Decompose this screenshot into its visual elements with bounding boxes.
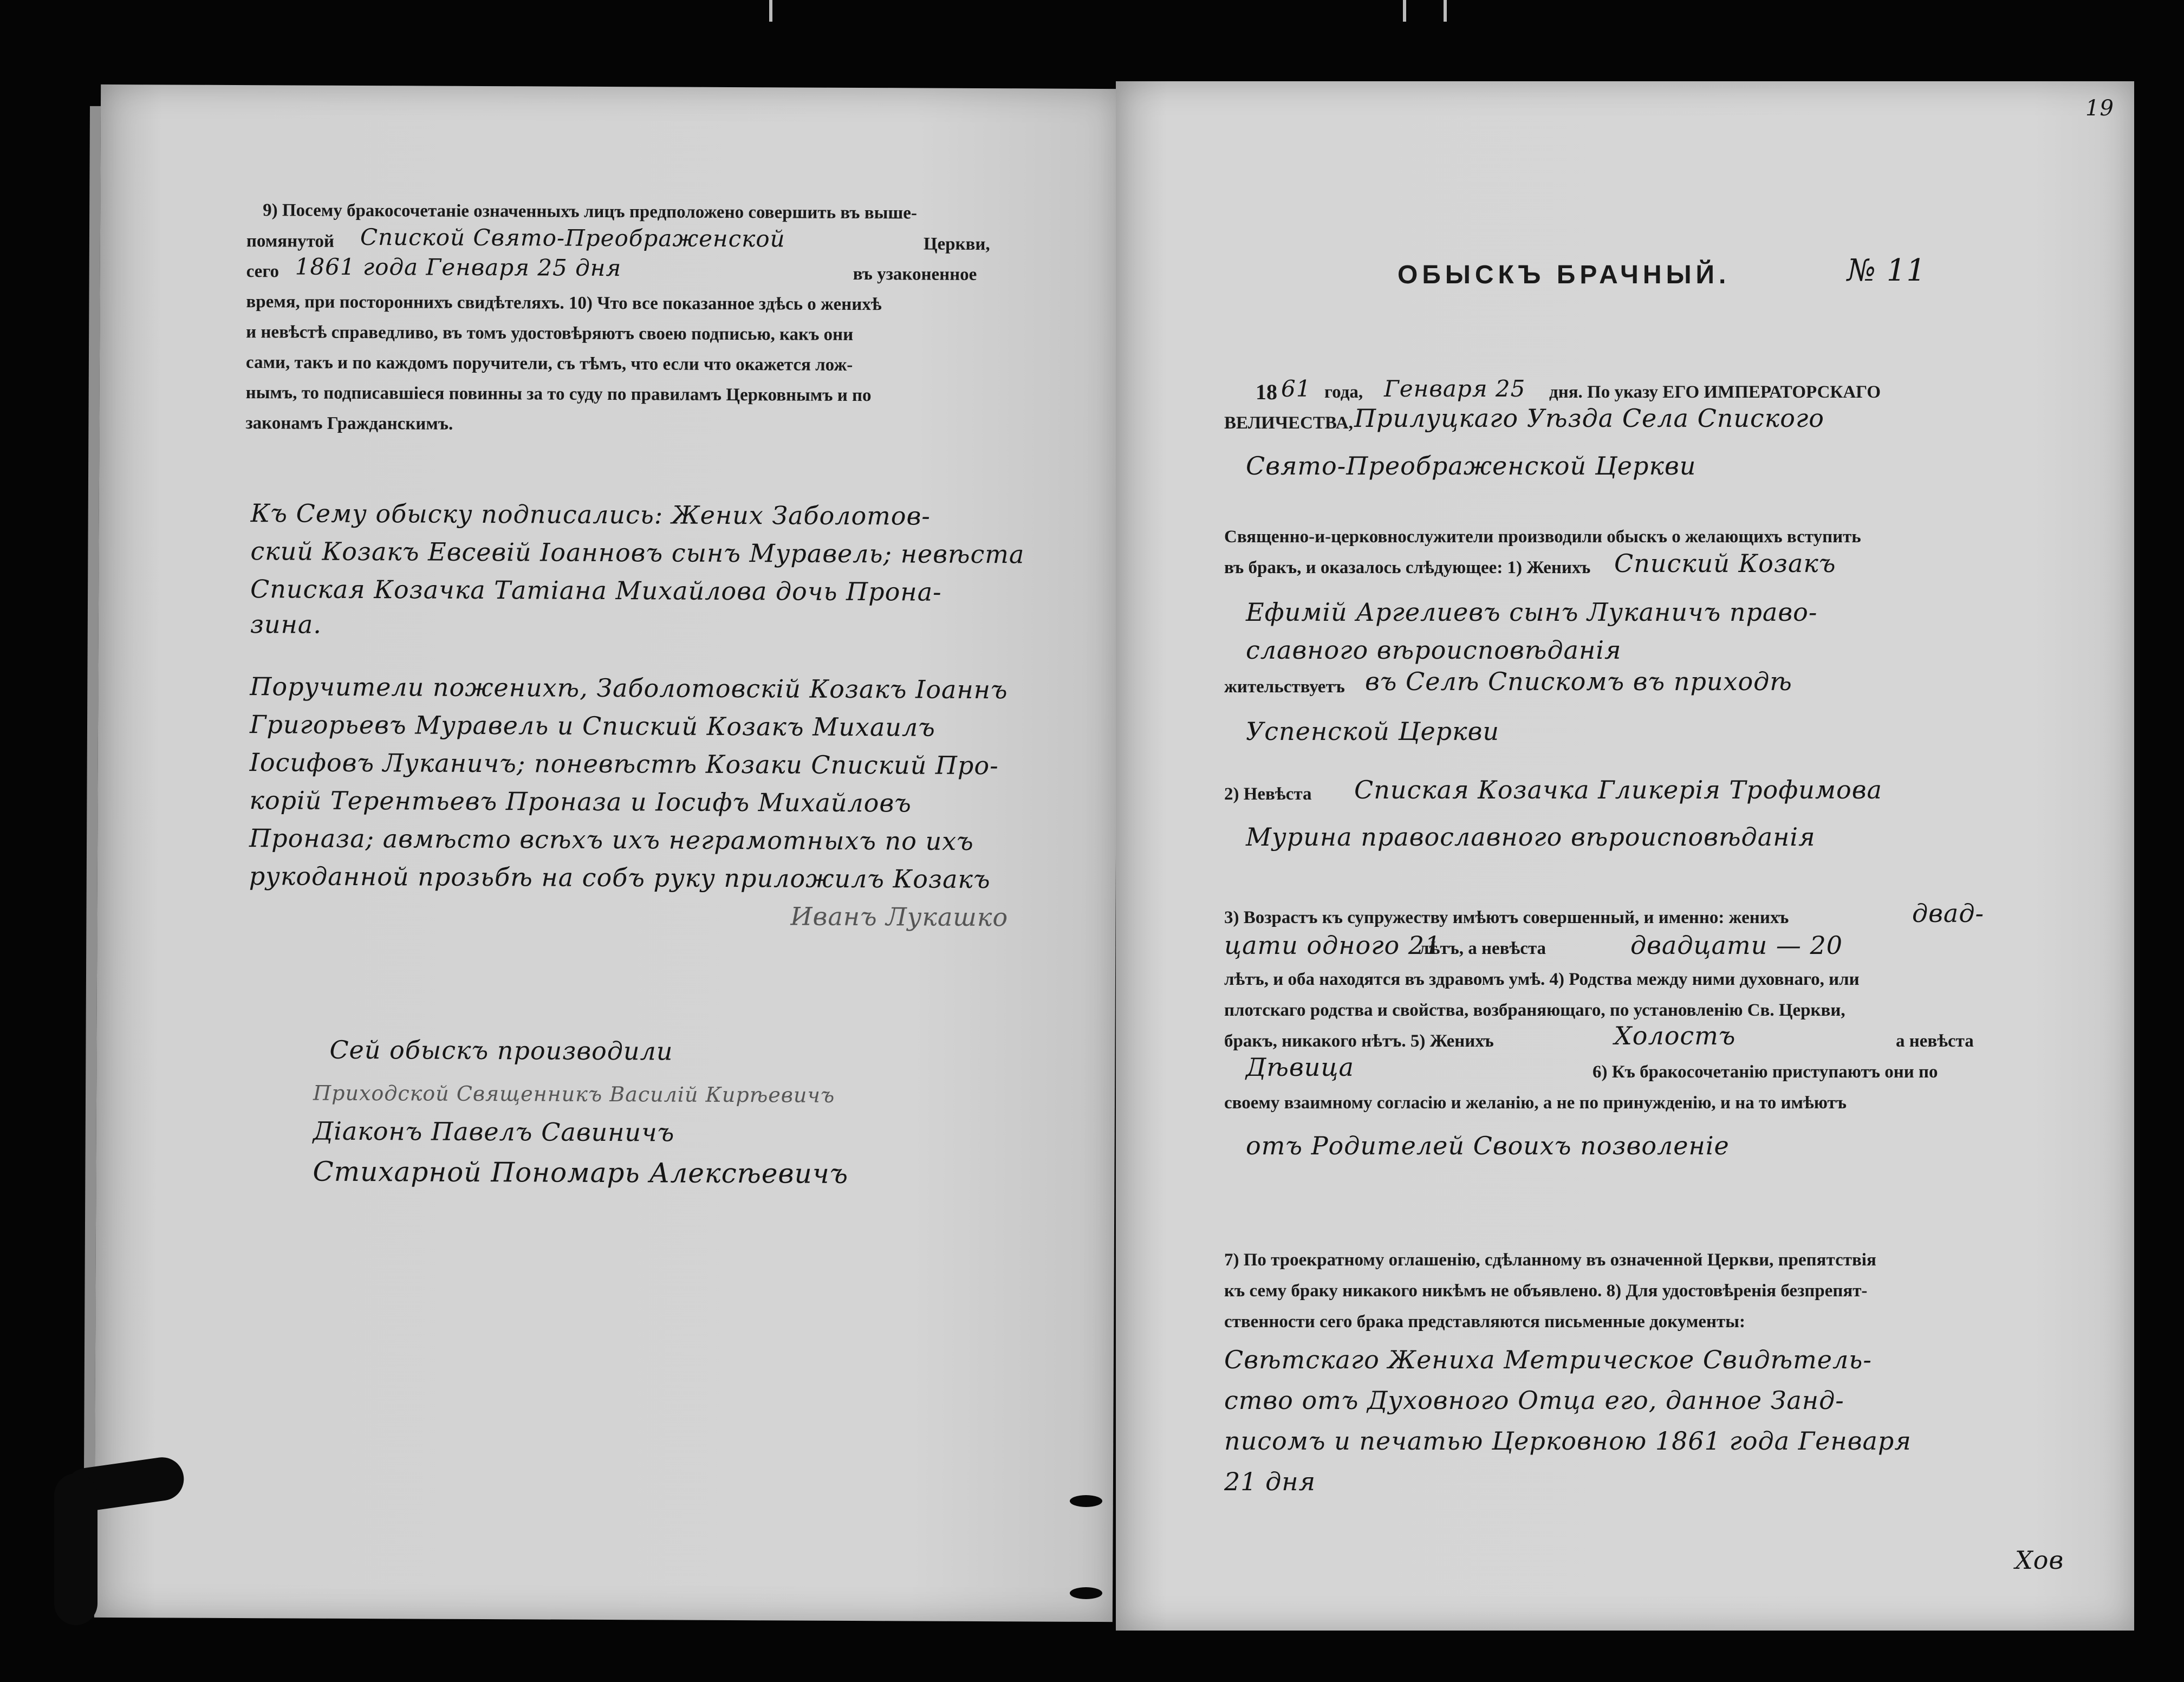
handwritten-church: Свято-Преображенской Церкви [1246, 451, 1696, 480]
left-page [94, 85, 1119, 1622]
printed-text: лѣтъ, и оба находятся въ здравомъ умѣ. 4) Родства между ними духовнаго, или [1224, 970, 1860, 989]
printed-line: въ узаконенное [853, 264, 977, 284]
handwritten-groom: Ефимій Аргелиевъ сынъ Луканичъ право- [1246, 598, 1818, 627]
handwritten-signatures-line: Къ Сему обыску подписались: Жених Заболотов- [250, 498, 931, 531]
printed-line: сего [246, 262, 280, 282]
handwritten-bride: Спиская Козачка Гликерія Трофимова [1354, 775, 1882, 804]
top-edge-mark [1444, 0, 1447, 22]
printed-year: 18 [1256, 380, 1277, 404]
handwritten-guarantors-line: Григорьевъ Муравель и Спиский Козакъ Михаилъ [249, 710, 936, 742]
binding-clip [54, 1473, 98, 1625]
handwritten-clergy-line: Стихарной Пономарь Алексѣевичъ [313, 1155, 849, 1190]
page-number: 19 [2085, 96, 2114, 121]
handwritten-date: 1861 года Генваря 25 дня [295, 253, 622, 282]
handwritten-signatures-line: Спиская Козачка Татіана Михайлова дочь Прона- [250, 574, 942, 607]
printed-line: сами, такъ и по каждомъ поручители, съ тѣмъ, что если что окажется лож- [245, 353, 853, 375]
handwritten-documents: ство отъ Духовного Отца его, данное Занд- [1224, 1386, 1844, 1415]
handwritten-guarantor-signature: Иванъ Лукашко [790, 901, 1009, 932]
handwritten-groom: Спиский Козакъ [1614, 549, 1836, 578]
handwritten-groom-status: Холостъ [1614, 1021, 1736, 1050]
printed-line: время, при постороннихъ свидѣтеляхъ. 10) Что все показанное здѣсь о женихѣ [246, 292, 882, 315]
printed-text: года, [1324, 382, 1363, 402]
handwritten-documents: 21 дня [1224, 1467, 1316, 1496]
printed-text: дня. По указу ЕГО ИМПЕРАТОРСКАГО [1549, 382, 1881, 402]
printed-text: ственности сего брака представляются письменные документы: [1224, 1312, 1745, 1332]
handwritten-residence: Успенской Церкви [1246, 717, 1499, 746]
handwritten-month-day: Генваря 25 [1384, 375, 1526, 402]
handwritten-consent: отъ Родителей Своихъ позволеніе [1246, 1131, 1730, 1160]
gutter-mark [1070, 1587, 1102, 1599]
printed-line: и невѣстѣ справедливо, въ томъ удостовѣряютъ своею подписью, какъ они [246, 322, 854, 345]
top-edge-mark [769, 0, 772, 22]
handwritten-signatures-line: ский Козакъ Евсевій Іоанновъ сынъ Муравель; невѣста [250, 536, 1025, 569]
printed-line: 9) Посему бракосочетаніе означенныхъ лицъ предположено совершить въ выше- [263, 200, 917, 223]
handwritten-clergy-line: Сей обыскъ производили [329, 1035, 673, 1066]
handwritten-bride-status: Дѣвица [1246, 1053, 1354, 1082]
handwritten-clergy-line: Приходской Священникъ Василій Кирѣевичъ [313, 1081, 835, 1107]
printed-text: а невѣста [1896, 1031, 1974, 1051]
printed-text: 6) Къ бракосочетанію приступаютъ они по [1592, 1062, 1938, 1082]
handwritten-year: 61 [1281, 375, 1311, 402]
page-edge [83, 106, 101, 1601]
document-title: ОБЫСКЪ БРАЧНЫЙ. [1398, 261, 1731, 289]
handwritten-guarantors-line: Проназа; авмѣсто всѣхъ ихъ неграмотныхъ по ихъ [249, 823, 974, 856]
printed-text: ВЕЛИЧЕСТВА, [1224, 413, 1353, 433]
printed-text: плотскаго родства и свойства, возбраняющаго, по установленію Св. Церкви, [1224, 1001, 1845, 1020]
handwritten-bride: Мурина православного вѣроисповѣданія [1246, 822, 1816, 852]
handwritten-groom-age: двад- [1912, 899, 1985, 928]
handwritten-residence: въ Селѣ Спискомъ въ приходѣ [1365, 667, 1792, 696]
printed-text: своему взаимному согласію и желанію, а не по принужденію, и на то имѣютъ [1224, 1093, 1847, 1113]
handwritten-church: Спиской Свято-Преображенской [360, 224, 785, 252]
printed-line: законамъ Гражданскимъ. [245, 413, 453, 434]
printed-text: къ сему браку никакого никѣмъ не объявлено. 8) Для удостовѣренія безпрепят- [1224, 1281, 1868, 1301]
handwritten-clergy-line: Діаконъ Павелъ Савиничъ [313, 1116, 675, 1147]
printed-text: въ бракъ, и оказалось слѣдующее: 1) Женихъ [1224, 558, 1591, 577]
handwritten-signatures-line: зина. [250, 609, 322, 639]
handwritten-documents: Свѣтскаго Жениха Метрическое Свидѣтель- [1224, 1345, 1872, 1374]
printed-text: Священно-и-церковнослужители производили обыскъ о желающихъ вступить [1224, 527, 1861, 547]
printed-line: нымъ, то подписавшіеся повинны за то суду по правиламъ Церковнымъ и по [245, 383, 872, 406]
handwritten-initials: Хов [2015, 1545, 2064, 1575]
handwritten-groom: славного вѣроисповѣданія [1246, 635, 1622, 665]
right-page [1116, 81, 2134, 1631]
handwritten-guarantors-line: Іосифовъ Луканичъ; поневѣстѣ Козаки Спиский Про- [249, 748, 999, 781]
handwritten-uezd: Прилуцкаго Уѣзда Села Спиского [1354, 404, 1824, 433]
printed-line: помянутой [246, 231, 335, 251]
document-number: № 11 [1847, 253, 1927, 288]
printed-line: Церкви, [923, 234, 990, 255]
printed-text: 3) Возрастъ къ супружеству имѣютъ совершенный, и именно: женихъ [1224, 908, 1789, 927]
handwritten-guarantors-line: рукоданной прозьбѣ на собъ руку приложилъ Козакъ [249, 861, 991, 894]
handwritten-guarantors-line: корій Терентьевъ Проназа и Іосифъ Михайловъ [249, 785, 912, 818]
top-edge-mark [1403, 0, 1406, 22]
printed-text: бракъ, никакого нѣтъ. 5) Женихъ [1224, 1031, 1494, 1051]
handwritten-guarantors-line: Поручители поженихѣ, Заболотовскій Козакъ Іоаннъ [250, 672, 1008, 705]
printed-text: лѣтъ, а невѣста [1419, 939, 1546, 958]
handwritten-documents: писомъ и печатью Церковною 1861 года Генваря [1224, 1426, 1912, 1456]
handwritten-bride-age: двадцати — 20 [1630, 931, 1843, 960]
gutter-mark [1070, 1495, 1102, 1507]
printed-text: 2) Невѣста [1224, 784, 1312, 804]
printed-text: 7) По троекратному оглашенію, сдѣланному въ означенной Церкви, препятствія [1224, 1250, 1876, 1270]
handwritten-groom-age: цати одного 21 [1224, 931, 1441, 960]
printed-text: жительствуетъ [1224, 677, 1345, 697]
